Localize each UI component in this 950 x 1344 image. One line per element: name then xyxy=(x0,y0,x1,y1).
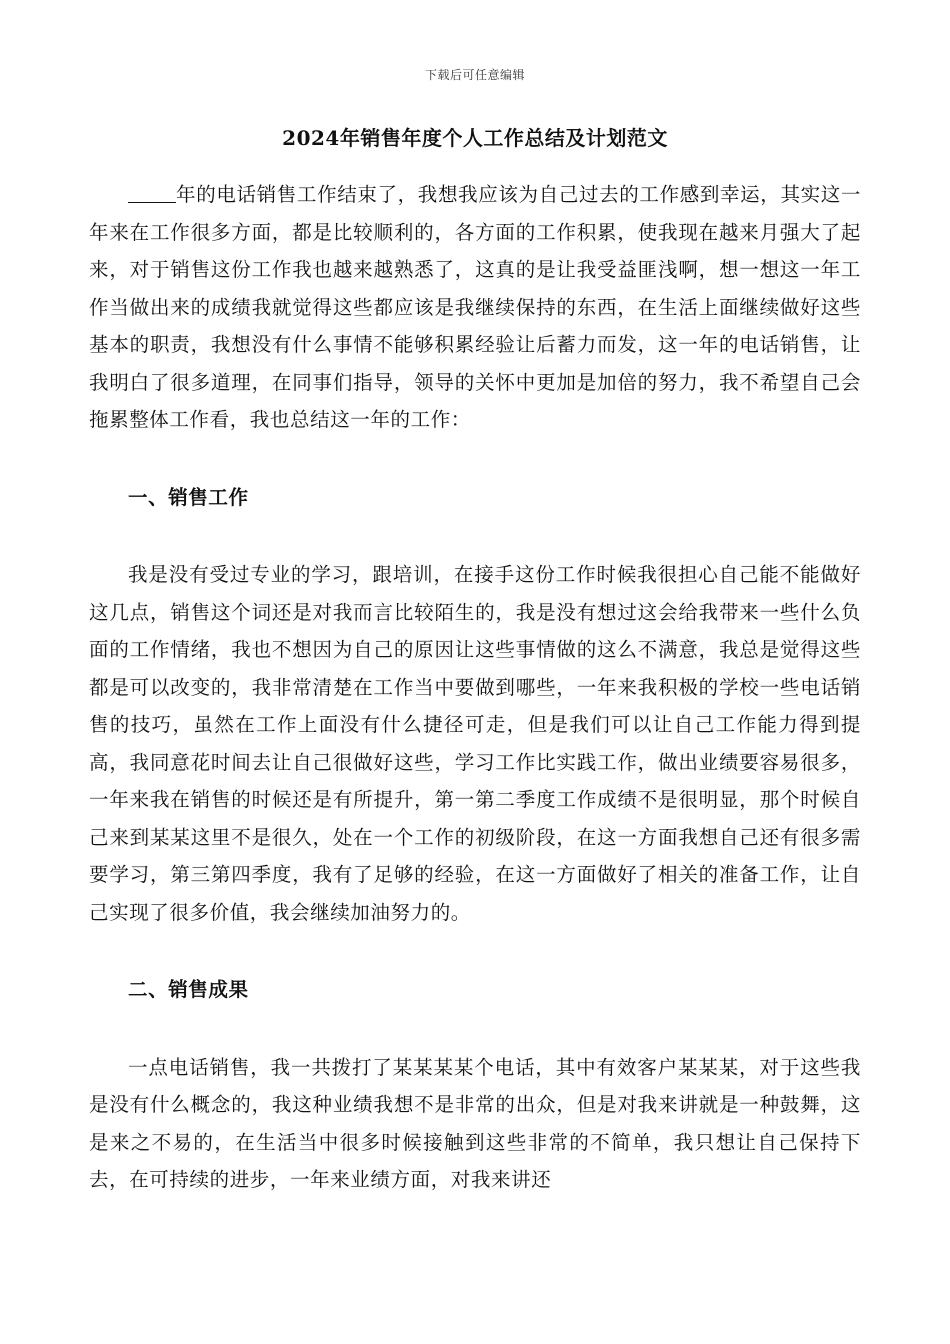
intro-paragraph-text: 年的电话销售工作结束了，我想我应该为自己过去的工作感到幸运，其实这一年来在工作很多方面，都是比较顺利的，各方面的工作积累，使我现在越来月强大了起来，对于销售这份工作我也越来越熟悉了，这真的是让我受益匪浅啊，想一想这一年工作当做出来的成绩我就觉得这些都应该是我继续保持的东西，在生活上面继续做好这些基本的职责，我想没有什么事情不能够积累经验让后蓄力而发，这一年的电话销售，让我明白了很多道理，在同事们指导，领导的关怀中更加是加倍的努力，我不希望自己会拖累整体工作看，我也总结这一年的工作： xyxy=(89,183,861,431)
document-title: 2024年销售年度个人工作总结及计划范文 xyxy=(282,126,668,150)
section-heading-sales-results: 二、销售成果 xyxy=(128,978,249,1001)
section-heading-sales-work: 一、销售工作 xyxy=(128,485,249,509)
header-note: 下载后可任意编辑 xyxy=(424,68,525,82)
sales-results-paragraph: 一点电话销售，我一共拨打了某某某某个电话，其中有效客户某某某，对于这些我是没有什么概念的，我这种业绩我想不是非常的出众，但是对我来讲就是一种鼓舞，这是来之不易的，在生活当中很多时候接触到这些非常的不简单，我只想让自己保持下去，在可持续的进步，一年来业绩方面，对我来讲还 xyxy=(89,1055,861,1191)
sales-work-paragraph: 我是没有受过专业的学习，跟培训，在接手这份工作时候我很担心自己能不能做好这几点，销售这个词还是对我而言比较陌生的，我是没有想过这会给我带来一些什么负面的工作情绪，我也不想因为自己的原因让这些事情做的这么不满意，我总是觉得这些都是可以改变的，我非常清楚在工作当中要做到哪些，一年来我积极的学校一些电话销售的技巧，虽然在工作上面没有什么捷径可走，但是我们可以让自己工作能力得到提高，我同意花时间去让自己很做好这些，学习工作比实践工作，做出业绩要容易很多，一年来我在销售的时候还是有所提升，第一第二季度工作成绩不是很明显，那个时候自己来到某某这里不是很久，处在一个工作的初级阶段，在这一方面我想自己还有很多需要学习，第三第四季度，我有了足够的经验，在这一方面做好了相关的准备工作，让自己实现了很多价值，我会继续加油努力的。 xyxy=(89,563,861,924)
intro-paragraph xyxy=(89,176,861,439)
fill-in-blank xyxy=(128,184,176,203)
document-body xyxy=(89,176,861,1199)
